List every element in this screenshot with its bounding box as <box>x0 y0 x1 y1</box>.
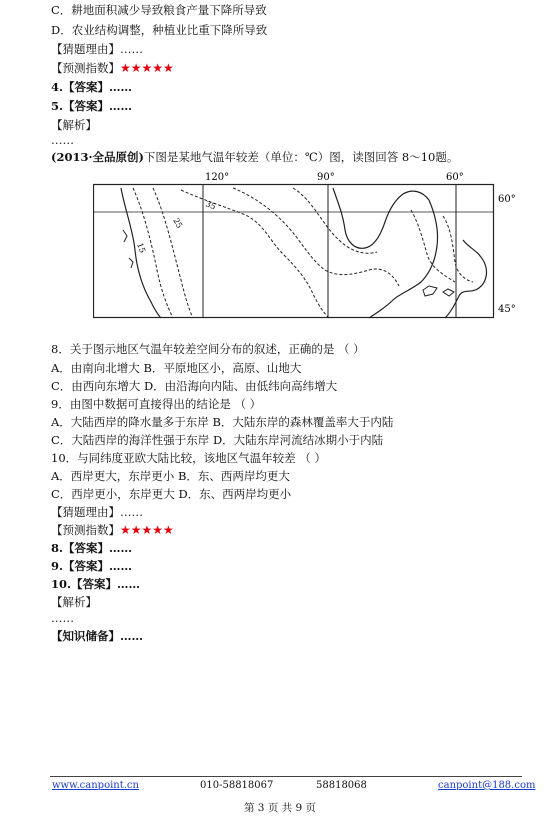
footer-phone-2: 58818068 <box>316 780 367 791</box>
question-10-stem: 10．与同纬度亚欧大陆比较，该地区气温年较差 （ ） <box>51 451 326 465</box>
prediction-index-label: 【预测指数】 <box>51 61 120 75</box>
footer-email-link[interactable]: canpoint@188.com <box>438 780 536 791</box>
page-number: 第 3 页 共 9 页 <box>243 802 317 814</box>
isoline-east-2 <box>443 216 473 282</box>
question-intro <box>51 150 458 164</box>
question-10-options-cd: C．西岸更小，东岸更大 D．东、西两岸均更小 <box>51 487 292 501</box>
lat-label-45: 45° <box>498 304 516 315</box>
prediction-index-label: 【预测指数】 <box>51 523 120 537</box>
intro-text: 下图是某地气温年较差（单位：℃）图，读图回答 8～10题。 <box>143 150 459 164</box>
guess-reason-1: 【猜题理由】…… <box>51 42 143 56</box>
question-8-options-cd: C．由西向东增大 D．由沿海向内陆、由低纬向高纬增大 <box>51 379 338 393</box>
star-rating-icon: ★★★★★ <box>120 523 174 537</box>
answer-4: 4.【答案】…… <box>51 80 133 94</box>
question-9-options-ab: A．大陆西岸的降水量多于东岸 B．大陆东岸的森林覆盖率大于内陆 <box>51 415 394 429</box>
answer-8: 8.【答案】…… <box>51 541 133 555</box>
question-9-stem: 9．由图中数据可直接得出的结论是 （ ） <box>51 397 262 411</box>
lon-label-60: 60° <box>446 172 464 183</box>
east-coastline <box>333 188 438 318</box>
star-rating-icon: ★★★★★ <box>120 61 174 75</box>
knowledge-reserve: 【知识储备】…… <box>51 629 143 643</box>
analysis-1: 【解析】 <box>51 118 97 132</box>
isoline-label-25: 25 <box>171 216 185 230</box>
analysis-2: 【解析】 <box>51 595 97 609</box>
temperature-range-map <box>93 170 543 320</box>
lon-label-120: 120° <box>205 172 230 183</box>
lat-label-60: 60° <box>498 194 516 205</box>
question-9-options-cd: C．大陆西岸的海洋性强于东岸 D．大陆东岸河流结冰期小于内陆 <box>51 433 384 447</box>
guess-reason-2: 【猜题理由】…… <box>51 505 143 519</box>
footer-phone-1: 010-58818067 <box>200 780 274 791</box>
isoline-label-15: 15 <box>135 241 148 255</box>
answer-10: 10.【答案】…… <box>51 577 141 591</box>
answer-5: 5.【答案】…… <box>51 99 133 113</box>
question-10-options-ab: A．西岸更大，东岸更小 B．东、西两岸均更大 <box>51 469 290 483</box>
prediction-index-1 <box>51 61 174 75</box>
atlantic-coastline <box>445 240 486 318</box>
isoline-label-35: 35 <box>204 199 217 212</box>
lon-label-90: 90° <box>317 172 335 183</box>
isoline-25 <box>153 188 193 318</box>
answer-9: 9.【答案】…… <box>51 559 133 573</box>
lake-shapes <box>423 286 454 296</box>
isoline-45 <box>233 188 399 286</box>
option-c-prev: C．耕地面积减少导致粮食产量下降所导致 <box>51 3 267 17</box>
ellipsis-1: …… <box>51 133 74 147</box>
question-8-stem: 8．关于图示地区气温年较差空间分布的叙述，正确的是 （ ） <box>51 342 365 356</box>
question-8-options-ab: A．由南向北增大 B．平原地区小，高原、山地大 <box>51 361 302 375</box>
ellipsis-2: …… <box>51 611 74 625</box>
prediction-index-2 <box>51 523 174 537</box>
intro-source: (2013·全品原创) <box>51 150 144 164</box>
footer-divider <box>50 776 522 777</box>
footer-website-link[interactable]: www.canpoint.cn <box>52 780 139 791</box>
isoline-50 <box>293 188 377 253</box>
option-d-prev: D．农业结构调整，种植业比重下降所导致 <box>51 23 268 37</box>
isoline-east <box>411 210 455 282</box>
map-frame <box>94 185 494 318</box>
west-islands <box>123 230 133 268</box>
